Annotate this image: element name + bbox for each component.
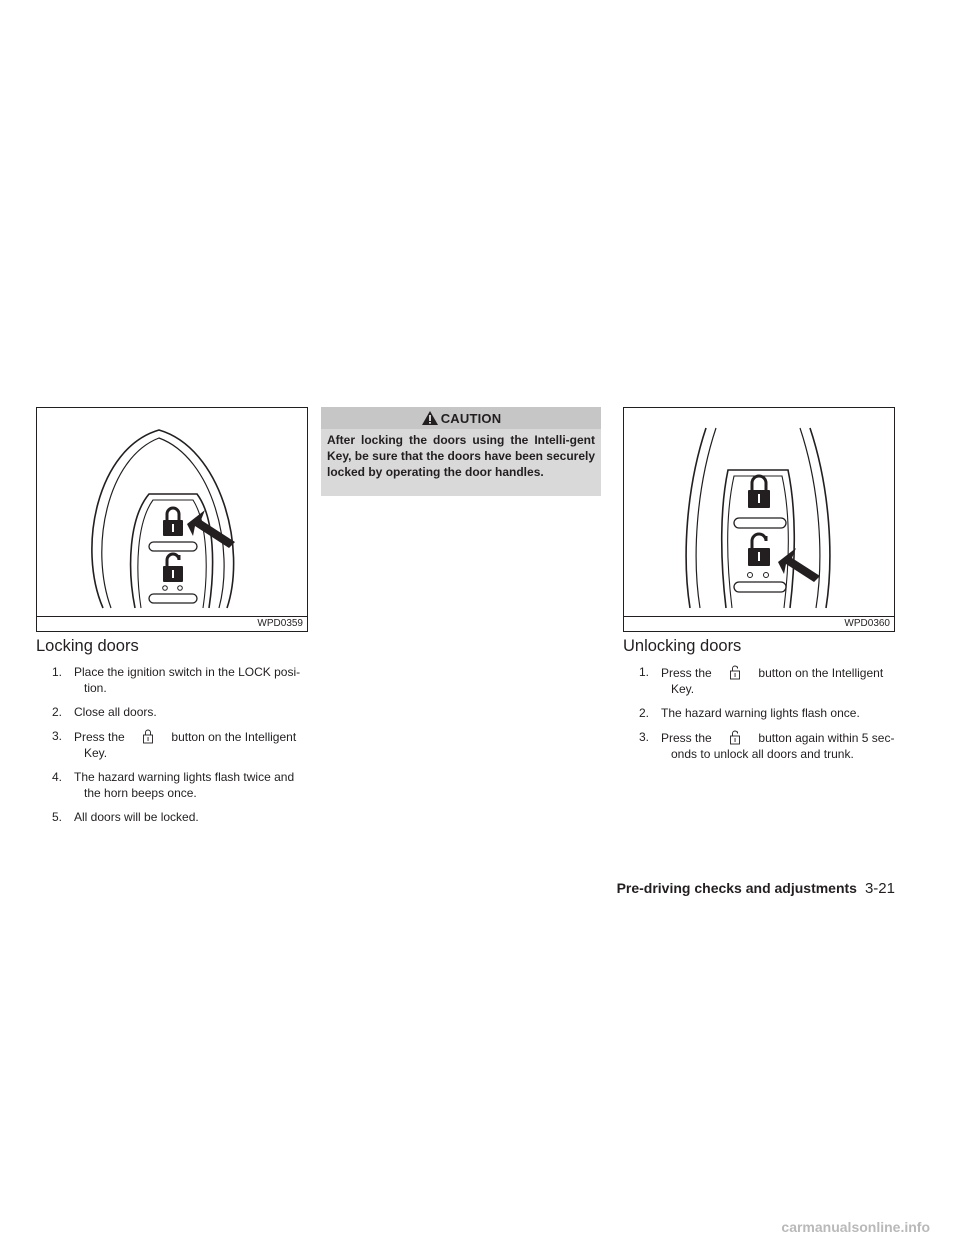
lock-open-icon bbox=[715, 729, 755, 745]
caution-header bbox=[321, 407, 601, 429]
section-title-locking: Locking doors bbox=[36, 637, 139, 655]
caution-title: CAUTION bbox=[440, 410, 502, 426]
warning-triangle-icon bbox=[421, 410, 439, 426]
list-item: 3. Press the button again within 5 sec- onds to unlock all doors and trunk. bbox=[639, 730, 895, 761]
section-title-unlocking: Unlocking doors bbox=[623, 637, 742, 655]
lock-open-icon bbox=[715, 664, 755, 680]
list-item: 1. Place the ignition switch in the LOCK posi- tion. bbox=[52, 665, 301, 695]
list-item: 2. Close all doors. bbox=[52, 705, 157, 719]
list-item: 4. The hazard warning lights flash twice and the horn beeps once. bbox=[52, 770, 295, 800]
list-item: 5. All doors will be locked. bbox=[52, 810, 199, 824]
key-fob-lock-illustration bbox=[37, 408, 309, 633]
locking-steps-list bbox=[36, 664, 308, 833]
watermark: carmanualsonline.info bbox=[781, 1219, 930, 1235]
figure-code: WPD0359 bbox=[257, 618, 303, 629]
list-item: 2. The hazard warning lights flash once. bbox=[639, 706, 860, 720]
caution-box bbox=[321, 407, 601, 496]
page-number: 3-21 bbox=[864, 880, 895, 897]
key-fob-unlock-illustration bbox=[624, 408, 896, 633]
list-item: 3. Press the button on the Intelligent Key. bbox=[52, 729, 297, 760]
footer-section-title: Pre-driving checks and adjustments bbox=[616, 880, 857, 896]
figure-unlock-button bbox=[623, 407, 895, 632]
list-item: 1. Press the button on the Intelligent Key. bbox=[639, 665, 884, 696]
figure-lock-button bbox=[36, 407, 308, 632]
lock-closed-icon bbox=[128, 728, 168, 744]
unlocking-steps-list bbox=[623, 664, 895, 770]
page-footer bbox=[617, 880, 895, 897]
figure-code: WPD0360 bbox=[844, 618, 890, 629]
caution-text: After locking the doors using the Intelli-gent Key, be sure that the doors have been securely locked by operating the door handles. bbox=[327, 433, 595, 479]
